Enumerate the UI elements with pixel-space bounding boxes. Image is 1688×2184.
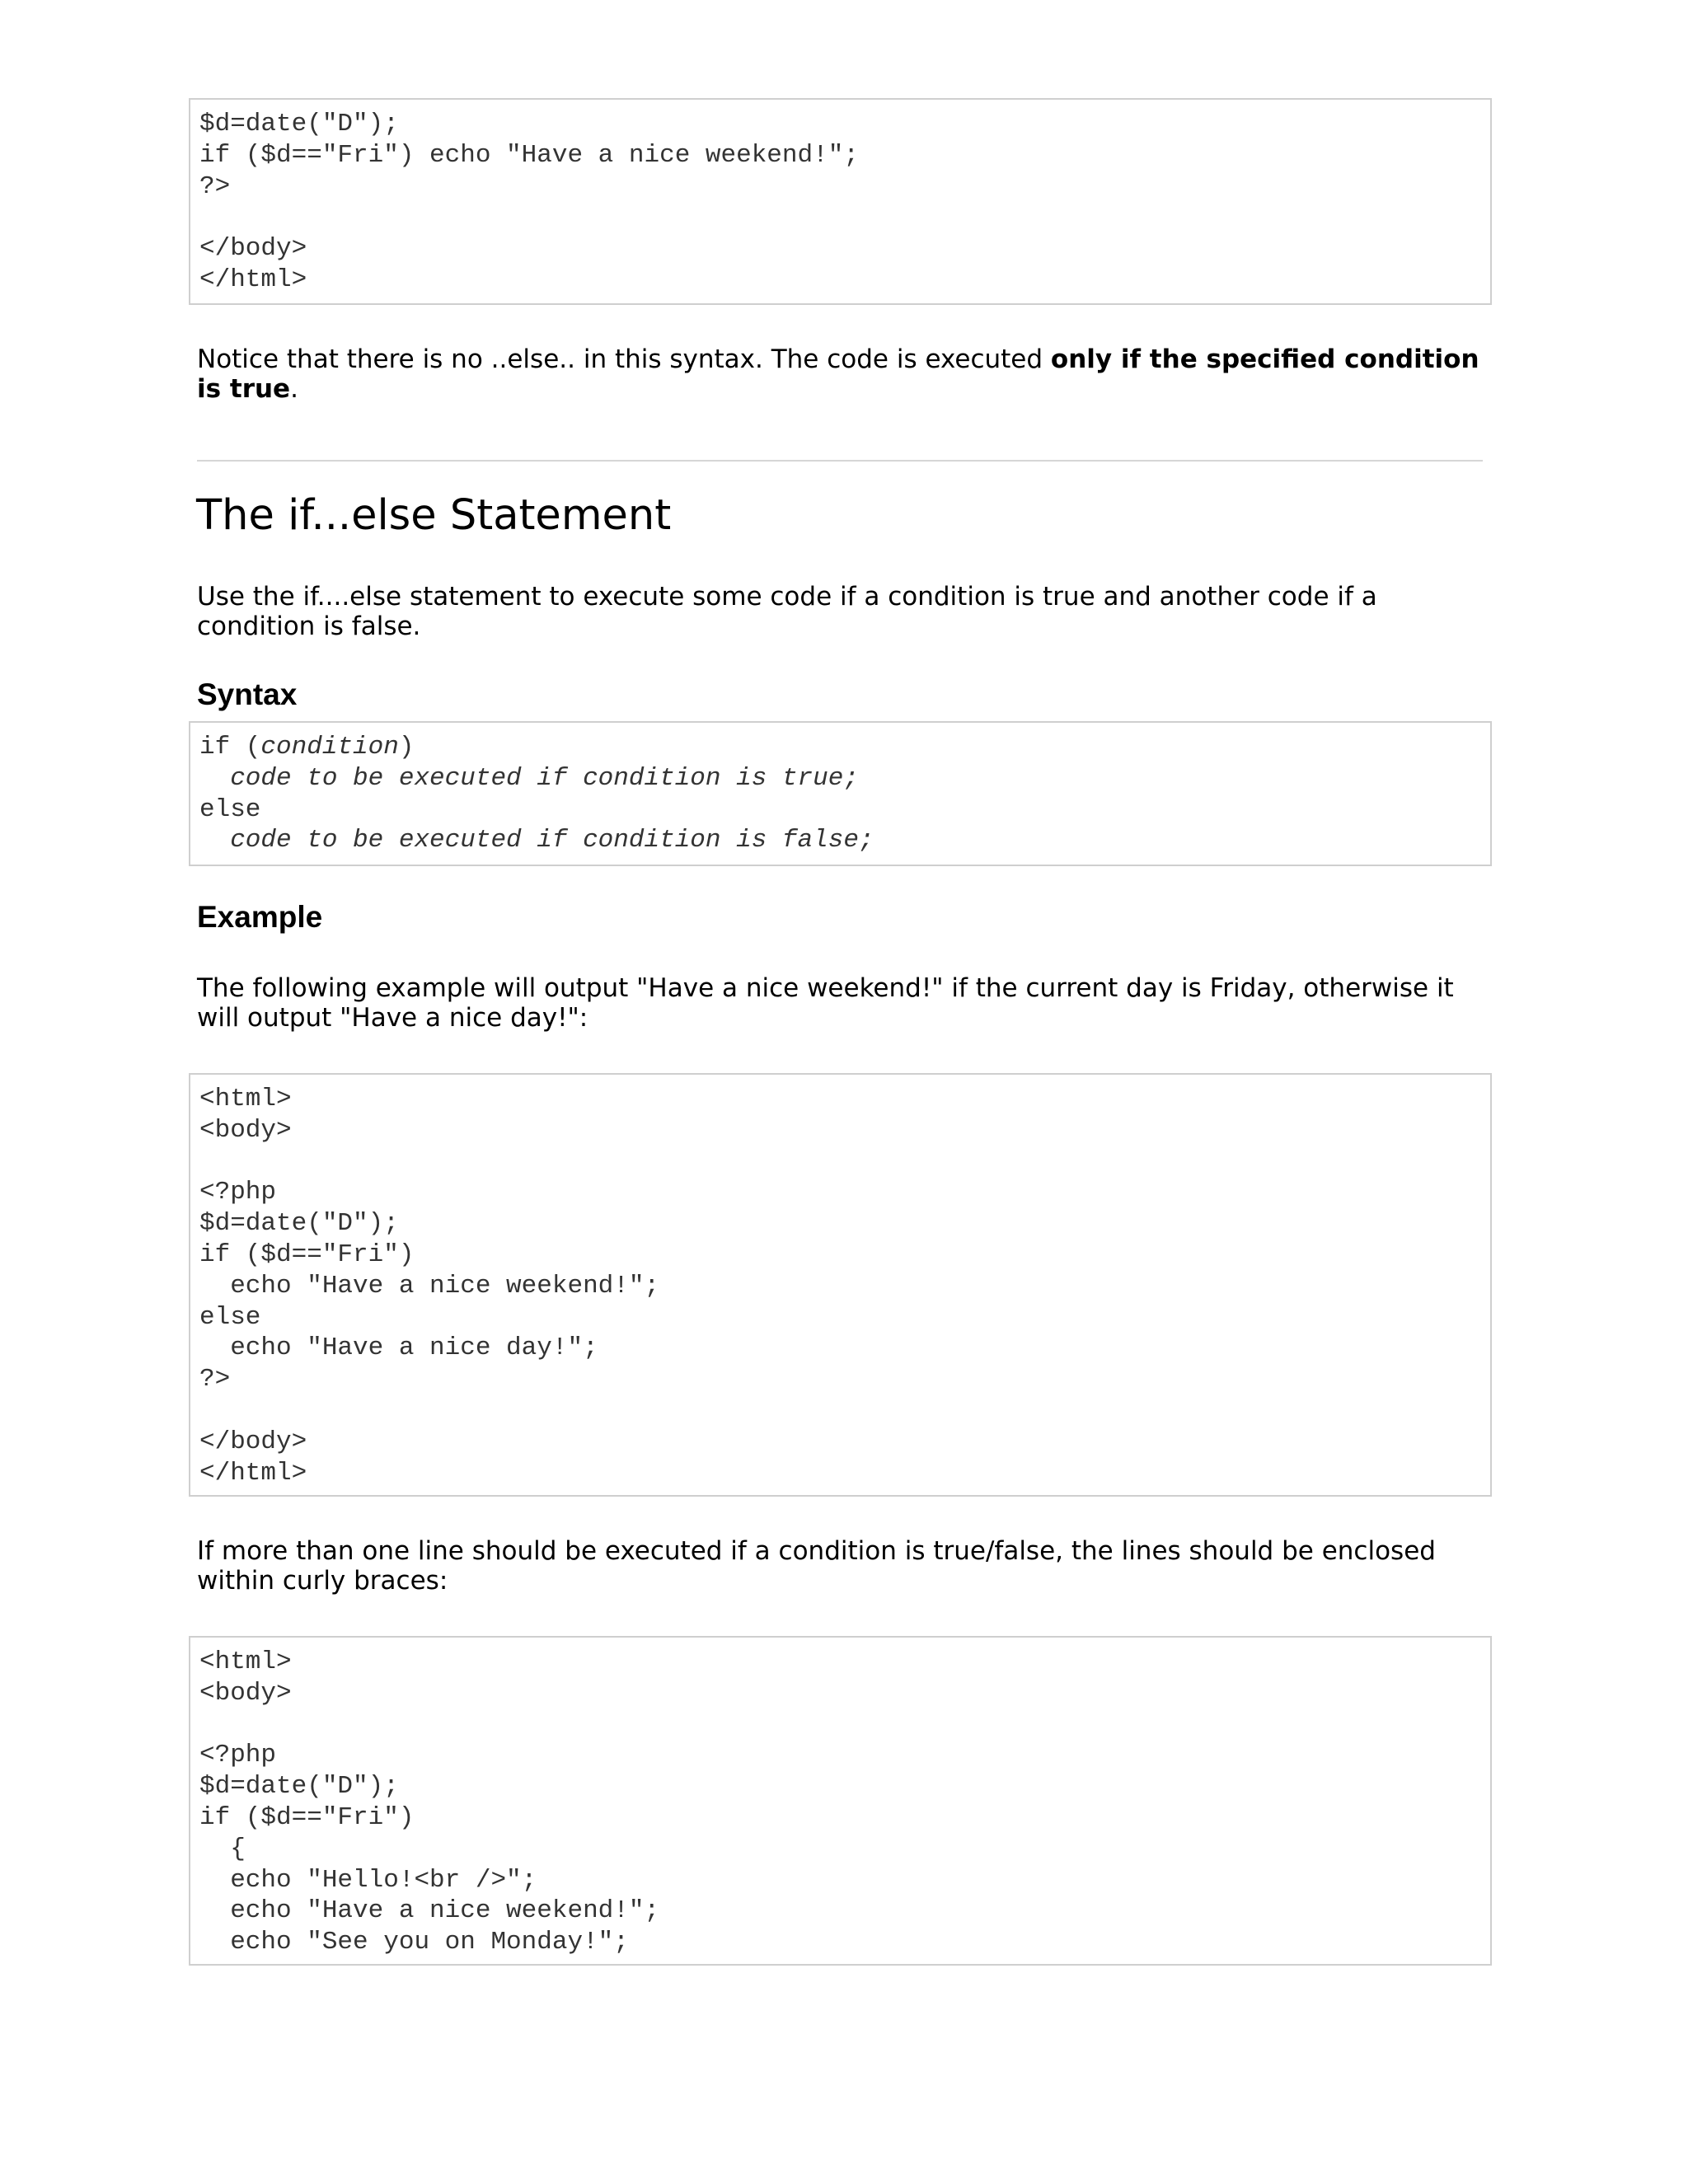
syntax-line-else: else (199, 794, 261, 824)
code-line: ?> (199, 171, 231, 201)
code-line: $d=date("D"); (199, 110, 399, 138)
notice-paragraph (197, 344, 1493, 404)
code-line: else (199, 1302, 261, 1332)
code-line: echo "Have a nice day!"; (199, 1333, 598, 1363)
code-line: $d=date("D"); (199, 1209, 399, 1239)
code-line: <?php (199, 1178, 277, 1207)
code-block-1 (189, 98, 1492, 305)
code-line (199, 1395, 1490, 1427)
code-block-2 (189, 1073, 1492, 1497)
code-line (199, 1146, 1490, 1178)
notice-period: . (290, 374, 298, 404)
code-line (199, 1709, 1490, 1741)
notice-bold-text: only if the specified condition is true (197, 344, 1479, 404)
section-title: The if...else Statement (196, 491, 672, 540)
code-line: echo "See you on Monday!"; (199, 1928, 629, 1957)
syntax-line-false: code to be executed if condition is false; (199, 826, 874, 855)
code-block-3 (189, 1636, 1492, 1966)
syntax-line-true: code to be executed if condition is true; (199, 763, 859, 793)
code-line: echo "Have a nice weekend!"; (199, 1271, 660, 1301)
braces-note: If more than one line should be executed if a condition is true/false, the lines should be enclosed within curly braces: (197, 1536, 1436, 1596)
code-line: if ($d=="Fri") (199, 1240, 415, 1269)
code-line: echo "Hello!<br />"; (199, 1865, 537, 1895)
example-description: The following example will output "Have a nice weekend!" if the current day is Friday, otherwise it will output "Have a nice day!": (197, 973, 1454, 1033)
code-line: </html> (199, 1458, 307, 1488)
code-line: </body> (199, 234, 307, 264)
code-line: <body> (199, 1115, 292, 1145)
example-heading: Example (197, 900, 323, 934)
code-line: </html> (199, 265, 307, 294)
section-divider (197, 460, 1483, 462)
syntax-if-prefix: if ( (199, 733, 261, 762)
code-line: echo "Have a nice weekend!"; (199, 1896, 660, 1926)
syntax-line-if (199, 732, 1490, 763)
notice-text: Notice that there is no ..else.. in this syntax. The code is executed (197, 344, 1051, 374)
code-line: <html> (199, 1647, 292, 1676)
syntax-heading: Syntax (197, 677, 298, 711)
code-line: </body> (199, 1427, 307, 1456)
syntax-condition: condition (260, 733, 399, 762)
syntax-if-suffix: ) (398, 733, 415, 762)
code-line: ?> (199, 1365, 231, 1394)
code-line (199, 202, 1490, 233)
code-line: if ($d=="Fri") echo "Have a nice weekend!"; (199, 140, 859, 170)
code-line: $d=date("D"); (199, 1772, 399, 1802)
code-line: <body> (199, 1678, 292, 1708)
syntax-code-block (189, 721, 1492, 866)
code-line: { (199, 1834, 246, 1863)
code-line: <html> (199, 1085, 292, 1113)
code-line: <?php (199, 1741, 277, 1770)
code-line: if ($d=="Fri") (199, 1802, 415, 1832)
section-intro: Use the if....else statement to execute some code if a condition is true and another code if a condition is false. (197, 582, 1377, 641)
